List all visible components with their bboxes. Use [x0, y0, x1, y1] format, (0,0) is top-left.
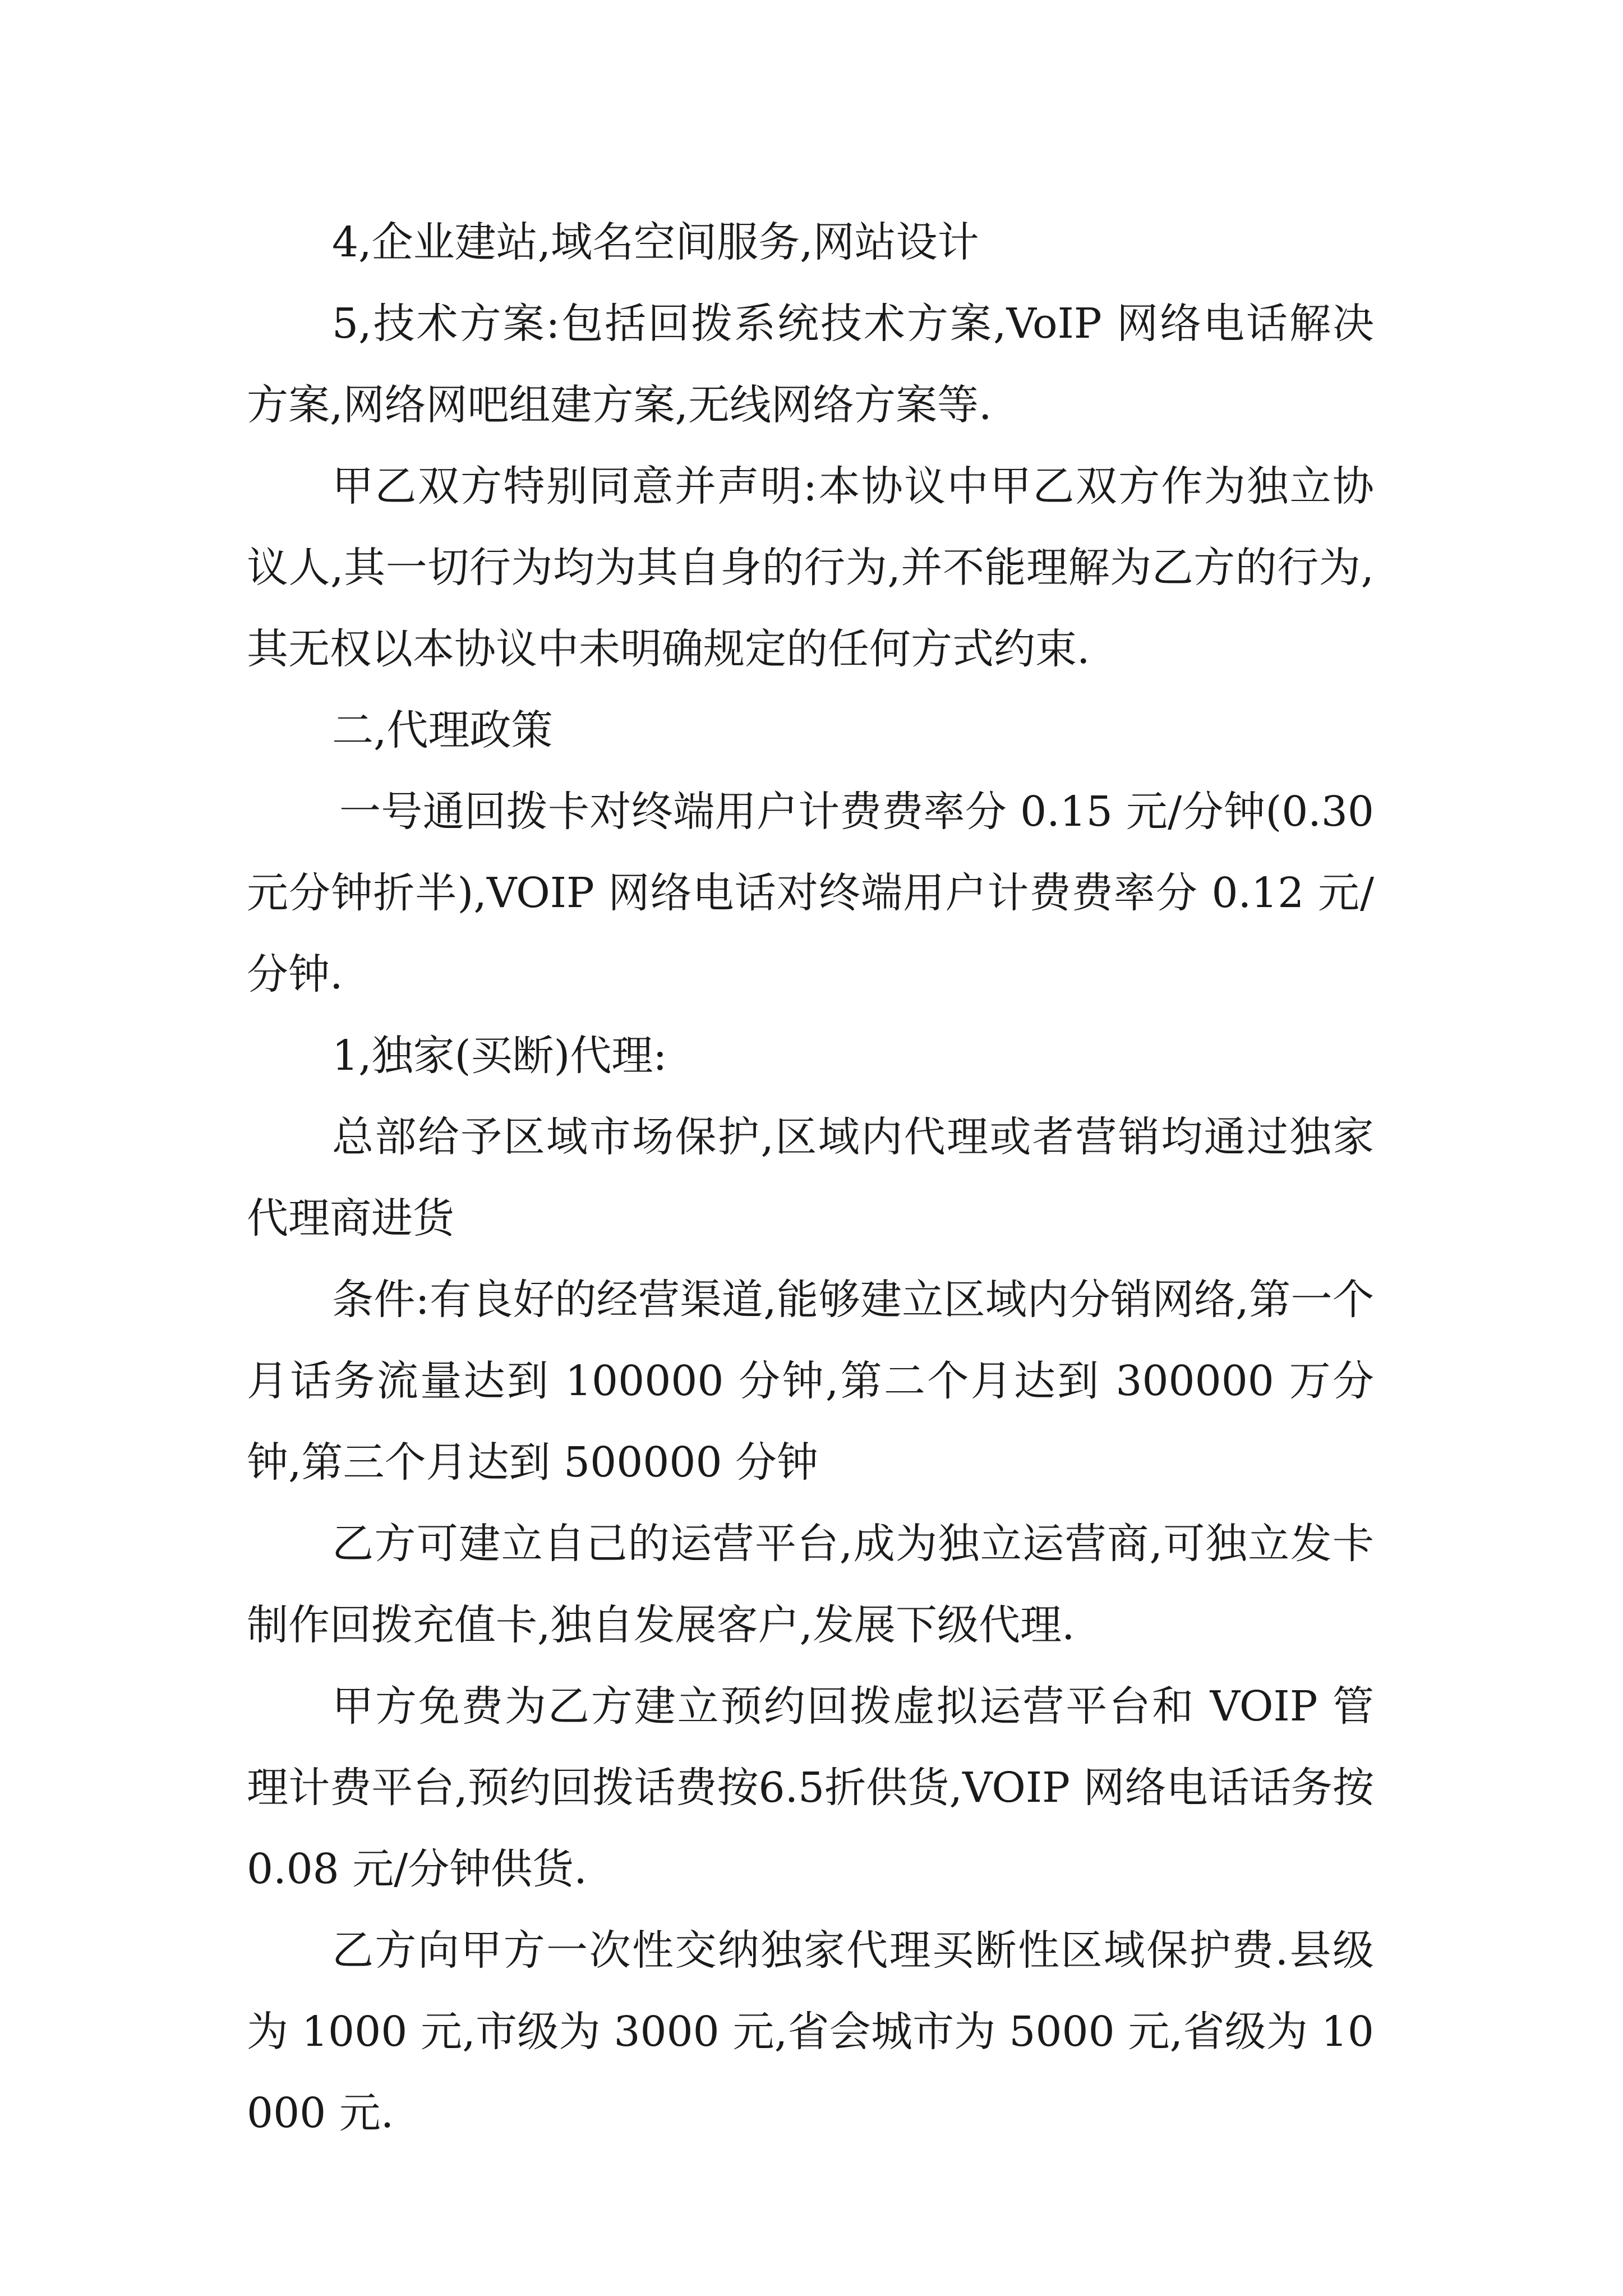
paragraph-rates: 一号通回拨卡对终端用户计费费率分 0.15 元/分钟(0.30 元分钟折半),VOIP 网络电话对终端用户计费费率分 0.12 元/分钟. [247, 788, 1387, 999]
paragraph-item-4: 4,企业建站,域名空间服务,网站设计 [332, 218, 979, 266]
paragraph-exclusive-agency-heading: 1,独家(买断)代理: [332, 1032, 667, 1080]
paragraph-declaration: 甲乙双方特别同意并声明:本协议中甲乙双方作为独立协议人,其一切行为均为其自身的行为,并不能理解为乙方的行为,其无权以本协议中未明确规定的任何方式约束. [247, 462, 1374, 673]
document-body [247, 202, 1387, 2154]
section-heading-agency-policy: 二,代理政策 [332, 706, 553, 754]
paragraph-market-protection: 总部给予区域市场保护,区域内代理或者营销均通过独家代理商进货 [247, 1113, 1374, 1243]
paragraph-conditions: 条件:有良好的经营渠道,能够建立区域内分销网络,第一个月话务流量达到 100000 分钟,第二个月达到 300000 万分钟,第三个月达到 500000 分钟 [247, 1276, 1374, 1487]
paragraph-protection-fee: 乙方向甲方一次性交纳独家代理买断性区域保护费.县级为 1000 元,市级为 3000 元,省会城市为 5000 元,省级为 10000 元. [247, 1926, 1374, 2137]
paragraph-operator-platform: 乙方可建立自己的运营平台,成为独立运营商,可独立发卡制作回拨充值卡,独自发展客户,发展下级代理. [247, 1520, 1374, 1649]
paragraph-free-platform: 甲方免费为乙方建立预约回拨虚拟运营平台和 VOIP 管理计费平台,预约回拨话费按6.5折供货,VOIP 网络电话话务按 0.08 元/分钟供货. [247, 1682, 1387, 1893]
paragraph-item-5: 5,技术方案:包括回拨系统技术方案,VoIP 网络电话解决方案,网络网吧组建方案,无线网络方案等. [247, 300, 1374, 429]
